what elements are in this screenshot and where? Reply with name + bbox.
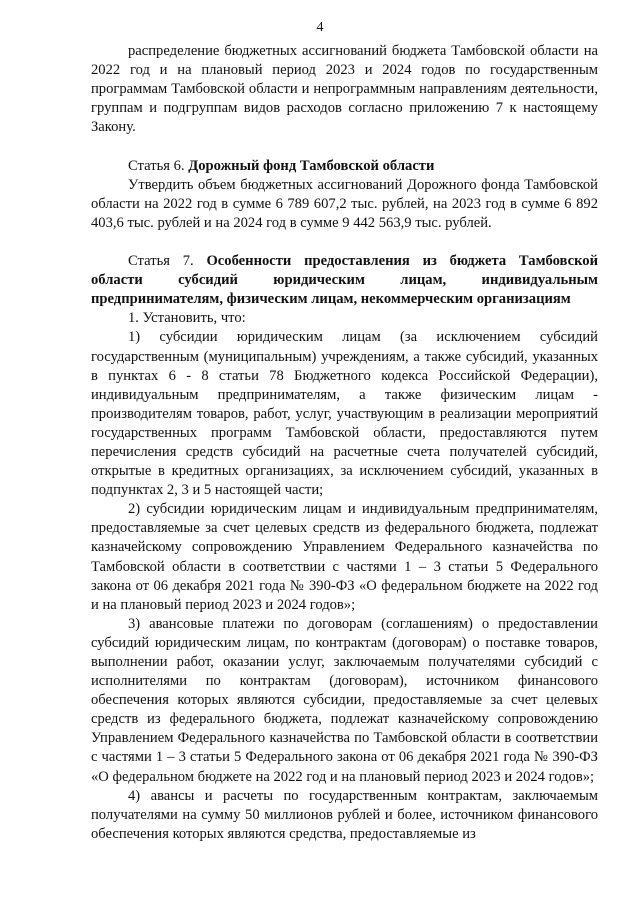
article-6-text: Утвердить объем бюджетных ассигнований Дорожного фонда Тамбовской области на 2022 год в сумме 6 789 607,2 тыс. рублей, на 2023 год в сумме 6 892 403,6 тыс. рублей и на 2024 год в сумме 9 442 563,9 тыс. рублей. (91, 176, 598, 231)
article-7-title: Особенности предоставления из бюджета Тамбовской области субсидий юридическим лицам, индивидуальным предпринимателям, физическим лицам, некоммерческим организациям (91, 253, 599, 308)
article-6-prefix: Статья 6. (128, 157, 189, 174)
article-7-item-3: 3) авансовые платежи по договорам (соглашениям) о предоставлении субсидий юридическим лицам, по контрактам (договорам) о поставке товаров, выполнении работ, оказании услуг, заключаемым получателями субсидий с исполнителями по контрактам (договорам), источником финансового обеспечения которых являются субсидии, предоставляемые за счет целевых средств из федерального бюджета, подлежат казначейскому сопровождению Управлением Федерального казначейства по Тамбовской области в соответствии с частями 1 – 3 статьи 5 Федерального закона от 06 декабря 2021 года № 390-ФЗ «О федеральном бюджете на 2022 год и на плановый период 2023 и 2024 годов»; (91, 615, 598, 785)
article-7-clause-1: 1. Установить, что: (128, 310, 246, 327)
article-6-title: Дорожный фонд Тамбовской области (188, 157, 435, 174)
document-body (91, 42, 598, 844)
article-7-item-4: 4) авансы и расчеты по государственным контрактам, заключаемым получателями на сумму 50 миллионов рублей и более, источником финансового обеспечения которых являются средства, предоставляемые из (91, 787, 598, 842)
article-6-heading (91, 157, 598, 176)
spacer (91, 137, 598, 156)
intro-paragraph: распределение бюджетных ассигнований бюджета Тамбовской области на 2022 год и на плановый период 2023 и 2024 годов по государственным программам Тамбовской области и непрограммным направлениям деятельности, группам и подгруппам видов расходов согласно приложению 7 к настоящему Закону. (91, 43, 598, 136)
page-number: 4 (316, 20, 324, 35)
spacer (91, 233, 598, 252)
article-7-prefix: Статья 7. (128, 253, 207, 270)
article-7-item-2: 2) субсидии юридическим лицам и индивидуальным предпринимателям, предоставляемые за счет целевых средств из федерального бюджета, подлежат казначейскому сопровождению Управлением Федерального казначейства по Тамбовской области в соответствии с частями 1 – 3 статьи 5 Федерального закона от 06 декабря 2021 года № 390-ФЗ «О федеральном бюджете на 2022 год и на плановый период 2023 и 2024 годов»; (91, 501, 598, 613)
article-7-item-1: 1) субсидии юридическим лицам (за исключением субсидий государственным (муниципальным) учреждениям, а также субсидий, указанных в пунктах 6 - 8 статьи 78 Бюджетного кодекса Российской Федерации), индивидуальным предпринимателям, а также физическим лицам - производителям товаров, работ, услуг, участвующим в реализации мероприятий государственных программ Тамбовской области, предоставляются путем перечисления средств субсидий на расчетные счета получателей субсидий, открытые в кредитных организациях, за исключением субсидий, указанных в подпунктах 2, 3 и 5 настоящей части; (91, 329, 598, 499)
article-7-heading (91, 252, 598, 309)
